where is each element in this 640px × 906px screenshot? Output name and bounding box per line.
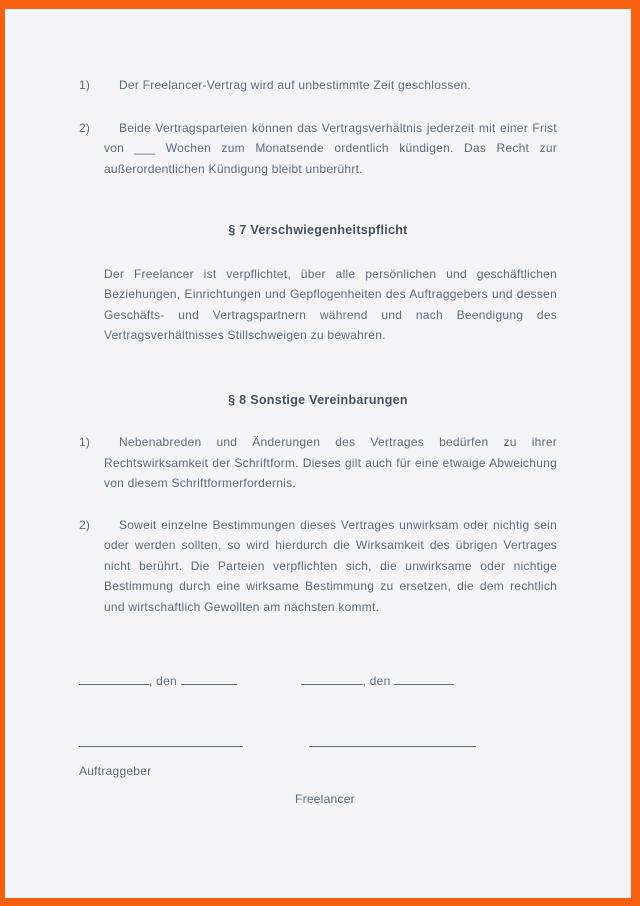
- place-blank: [301, 671, 363, 685]
- freelancer-signature-label: Freelancer: [295, 791, 355, 806]
- signature-line-client: [79, 732, 243, 747]
- clause-item: [79, 432, 557, 494]
- clause-text: Beide Vertragsparteien können das Vertragsverhältnis jederzeit mit einer Frist von ___ Wochen zum Monatsende ordentlich kündigen. Das Recht zur außerordentlichen Kündigung bleibt unberührt.: [104, 120, 557, 176]
- date-label: , den: [362, 674, 391, 688]
- clause-number: 2): [79, 120, 91, 135]
- clause-number: 1): [79, 78, 91, 92]
- clause-number: 1): [79, 435, 91, 449]
- clause-number: 2): [79, 517, 91, 532]
- clause-item: [79, 75, 557, 96]
- section-7-paragraph: Der Freelancer ist verpflichtet, über alle persönlichen und geschäftlichen Beziehungen, Einrichtungen und Gepflogenheiten des Auftraggebers und dessen Geschäfts- und Vertragspartnern während und nach Beendigung des Vertragsverhältnisses Stillschweigen zu bewahren.: [104, 266, 557, 342]
- section-8-heading: § 8 Sonstige Vereinbarungen: [228, 392, 408, 407]
- signature-date-row: [79, 671, 557, 692]
- clause-item: [79, 118, 557, 180]
- clause-text: Der Freelancer-Vertrag wird auf unbestimmte Zeit geschlossen.: [119, 78, 472, 92]
- date-group-freelancer: [301, 671, 455, 692]
- clause-item: [79, 515, 557, 618]
- clause-text: Soweit einzelne Bestimmungen dieses Vertrages unwirksam oder nichtig sein oder werden sollten, so wird hierdurch die Wirksamkeit des übrigen Vertrages nicht berührt. Die Parteien verpflichten sich, die unwirksame oder nichtige Bestimmung durch eine wirksame Bestimmung zu ersetzen, die dem rechtlich und wirtschaftlich Gewollten am nächsten kommt.: [104, 517, 557, 614]
- clause-text: Nebenabreden und Änderungen des Vertrages bedürfen zu ihrer Rechtswirksamkeit der Schriftform. Dieses gilt auch für eine etwaige Abweichung von diesem Schriftformerfordernis.: [104, 435, 557, 490]
- date-label: , den: [149, 674, 177, 688]
- date-blank: [394, 671, 454, 685]
- contract-body: [5, 9, 631, 809]
- section-7-heading: § 7 Verschwiegenheitspflicht: [228, 223, 408, 237]
- date-blank: [181, 671, 237, 685]
- signature-line-row: [79, 732, 557, 758]
- signature-line-freelancer: [309, 732, 476, 747]
- place-blank: [79, 671, 149, 685]
- client-signature-label: Auftraggeber: [79, 764, 152, 778]
- date-group-client: [79, 671, 237, 692]
